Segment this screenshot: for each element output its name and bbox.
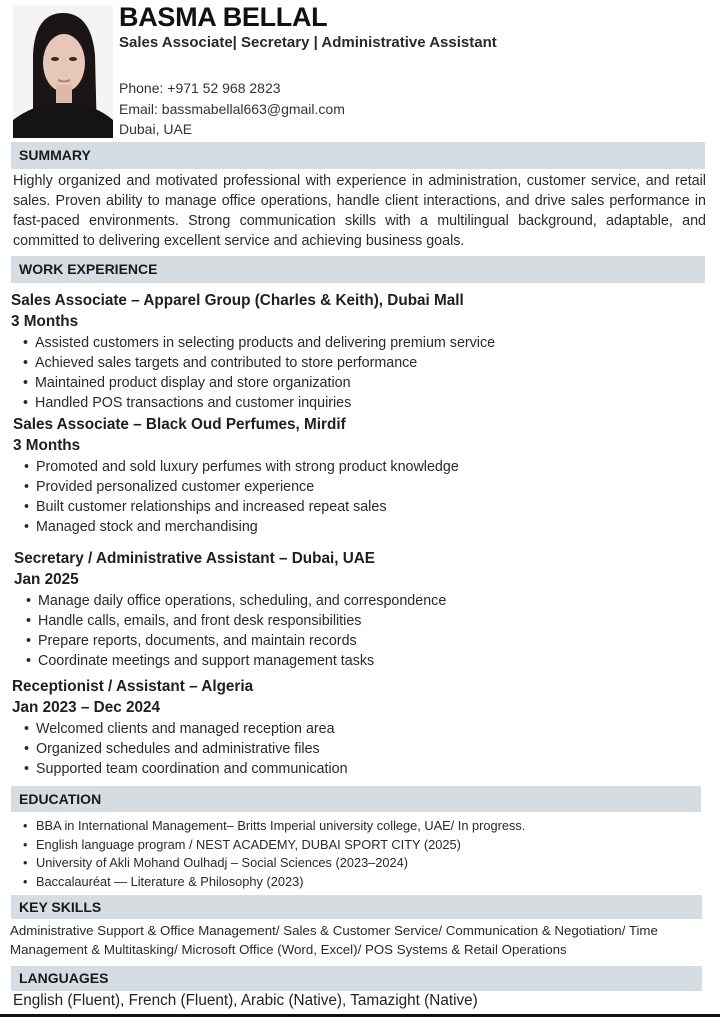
candidate-name: BASMA BELLAL (119, 2, 328, 32)
job-bullet: • Handled POS transactions and customer inquiries (35, 393, 495, 413)
job-entry (13, 416, 459, 537)
education-heading: EDUCATION (11, 786, 701, 812)
job-bullet: • Managed stock and merchandising (36, 517, 459, 537)
job-bullet: • Manage daily office operations, scheduling, and correspondence (38, 591, 446, 611)
location: Dubai, UAE (119, 121, 193, 137)
education-item: • English language program / NEST ACADEMY, DUBAI SPORT CITY (2025) (36, 836, 525, 855)
job-period: 3 Months (13, 437, 81, 454)
candidate-headline: Sales Associate| Secretary | Administrative Assistant (119, 34, 497, 51)
job-bullet: • Maintained product display and store organization (35, 373, 495, 393)
languages-text: English (Fluent), French (Fluent), Arabic (Native), Tamazight (Native) (13, 992, 478, 1009)
job-bullet: • Supported team coordination and communication (36, 759, 348, 779)
job-period: Jan 2023 – Dec 2024 (12, 699, 160, 716)
job-bullet: • Prepare reports, documents, and maintain records (38, 631, 446, 651)
job-entry (11, 292, 495, 413)
job-bullet: • Achieved sales targets and contributed to store performance (35, 353, 495, 373)
job-entry (14, 550, 446, 671)
job-period: 3 Months (11, 313, 79, 330)
job-title: Secretary / Administrative Assistant – Dubai, UAE (14, 550, 376, 567)
summary-text: Highly organized and motivated professional with experience in administration, customer service, and retail sales. Proven ability to manage office operations, handle client interactions, and drive sales performance in fast-paced environments. Strong communication skills with a multilingual background, adaptable, and committed to delivering excellent service and achieving business goals. (13, 173, 706, 249)
job-title: Sales Associate – Apparel Group (Charles & Keith), Dubai Mall (11, 292, 464, 309)
job-period: Jan 2025 (14, 571, 79, 588)
job-bullet: • Promoted and sold luxury perfumes with strong product knowledge (36, 457, 459, 477)
work-experience-heading: WORK EXPERIENCE (11, 256, 705, 283)
job-bullet: • Coordinate meetings and support management tasks (38, 651, 446, 671)
email: Email: bassmabellal663@gmail.com (119, 101, 345, 117)
job-bullet: • Organized schedules and administrative files (36, 739, 348, 759)
job-title: Receptionist / Assistant – Algeria (12, 678, 254, 695)
languages-heading: LANGUAGES (11, 966, 702, 991)
education-item: • BBA in International Management– Britts Imperial university college, UAE/ In progress. (36, 817, 525, 836)
summary-heading: SUMMARY (11, 142, 705, 169)
education-item: • University of Akli Mohand Oulhadj – Social Sciences (2023–2024) (36, 854, 525, 873)
job-bullet: • Assisted customers in selecting products and delivering premium service (35, 333, 495, 353)
key-skills-heading: KEY SKILLS (11, 895, 702, 919)
job-entry (12, 678, 348, 779)
education-item: • Baccalauréat — Literature & Philosophy (2023) (36, 873, 525, 892)
job-title: Sales Associate – Black Oud Perfumes, Mirdif (13, 416, 346, 433)
phone: Phone: +971 52 968 2823 (119, 80, 281, 96)
job-bullet: • Handle calls, emails, and front desk responsibilities (38, 611, 446, 631)
job-bullet: • Provided personalized customer experience (36, 477, 459, 497)
key-skills-text: Administrative Support & Office Management/ Sales & Customer Service/ Communication & Negotiation/ Time Management & Multitasking/ Microsoft Office (Word, Excel)/ POS Systems & Retail Operations (10, 923, 658, 957)
profile-photo (13, 5, 113, 138)
job-bullet: • Built customer relationships and increased repeat sales (36, 497, 459, 517)
job-bullet: • Welcomed clients and managed reception area (36, 719, 348, 739)
